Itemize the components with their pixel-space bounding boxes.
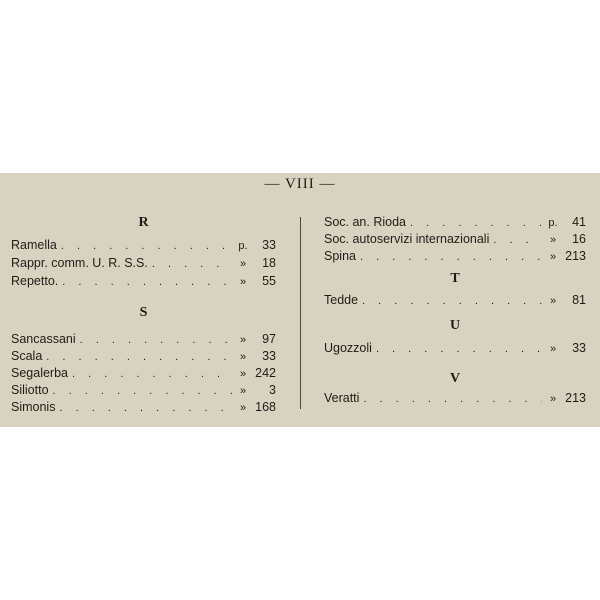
page-marker: » xyxy=(239,368,247,380)
page-number: 242 xyxy=(255,366,276,380)
entry-name: Simonis xyxy=(11,400,56,414)
dot-leader xyxy=(61,237,232,255)
section-letter-r: R xyxy=(138,215,149,230)
page-marker: » xyxy=(239,402,247,414)
index-entry xyxy=(11,272,276,290)
page-marker: » xyxy=(239,385,247,397)
index-entry xyxy=(11,364,276,382)
page-marker: » xyxy=(549,295,557,307)
entry-name: Siliotto xyxy=(11,383,49,397)
page-folio: — VIII — xyxy=(264,176,336,192)
page-number: 55 xyxy=(262,274,276,288)
entry-name: Ramella xyxy=(11,238,57,252)
page-number: 33 xyxy=(572,341,586,355)
page-marker: » xyxy=(549,393,557,405)
page-number: 213 xyxy=(565,391,586,405)
page-number: 81 xyxy=(572,293,586,307)
page-marker: » xyxy=(239,258,247,270)
index-entry xyxy=(11,330,276,348)
entry-name: Tedde xyxy=(324,293,359,307)
index-entry xyxy=(324,247,586,265)
entry-name: Scala xyxy=(11,349,43,363)
index-entry xyxy=(11,254,276,272)
page-number: 168 xyxy=(255,400,276,414)
index-entry xyxy=(324,291,586,309)
entry-name: Soc. an. Rioda xyxy=(324,215,406,229)
entry-name: Sancassani xyxy=(11,332,76,346)
index-entry xyxy=(324,230,586,248)
index-entry xyxy=(11,347,276,365)
page-marker: » xyxy=(549,251,557,263)
entry-name: Soc. autoservizi internazionali xyxy=(324,232,490,246)
index-entry xyxy=(324,389,586,407)
page-number: 18 xyxy=(262,256,276,270)
page-marker: p. xyxy=(548,217,558,229)
page-number: 33 xyxy=(262,238,276,252)
page-marker: p. xyxy=(238,240,248,252)
index-entry xyxy=(324,339,586,357)
column-divider xyxy=(300,217,301,409)
section-letter-s: S xyxy=(139,305,148,320)
page-number: 97 xyxy=(262,332,276,346)
page-marker: » xyxy=(239,276,247,288)
dot-leader xyxy=(59,399,232,417)
entry-name: Segalerba xyxy=(11,366,68,380)
index-page xyxy=(0,173,600,427)
page-marker: » xyxy=(549,343,557,355)
entry-name: Rappr. comm. U. R. S.S. xyxy=(11,256,148,270)
entry-name: Spina xyxy=(324,249,356,263)
section-letter-t: T xyxy=(450,271,460,286)
page-marker: » xyxy=(549,234,557,246)
page-marker: » xyxy=(239,334,247,346)
dot-leader xyxy=(363,390,542,408)
index-entry xyxy=(11,398,276,416)
entry-name: Veratti xyxy=(324,391,360,405)
entry-name: Repetto. xyxy=(11,274,59,288)
entry-name: Ugozzoli xyxy=(324,341,372,355)
dot-leader xyxy=(362,292,542,310)
page-number: 213 xyxy=(565,249,586,263)
page-number: 41 xyxy=(572,215,586,229)
dot-leader xyxy=(152,255,232,273)
index-entry xyxy=(11,381,276,399)
dot-leader xyxy=(62,273,232,291)
section-letter-u: U xyxy=(449,318,461,333)
page-marker: » xyxy=(239,351,247,363)
page-number: 3 xyxy=(269,383,276,397)
page-number: 33 xyxy=(262,349,276,363)
dot-leader xyxy=(376,340,542,358)
index-entry xyxy=(324,213,586,231)
section-letter-v: V xyxy=(449,371,461,386)
dot-leader xyxy=(360,248,542,266)
index-entry xyxy=(11,236,276,254)
page-number: 16 xyxy=(572,232,586,246)
